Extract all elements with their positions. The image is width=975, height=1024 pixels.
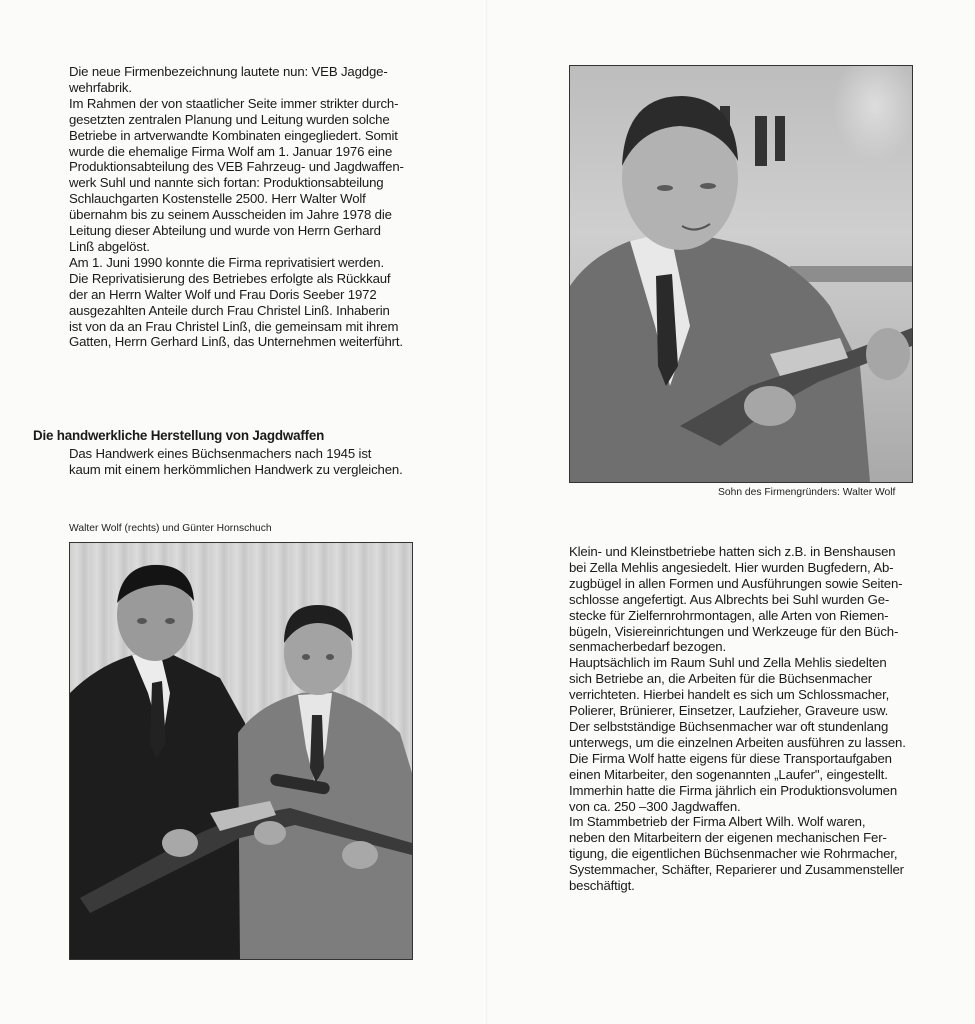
text-line: Linß abgelöst. <box>69 238 150 254</box>
text-line: schlosse angefertigt. Aus Albrechts bei Suhl wurden Ge- <box>569 591 890 607</box>
text-line: senmacherbedarf bezogen. <box>569 639 726 655</box>
text-line: wurde die ehemalige Firma Wolf am 1. Januar 1976 eine <box>69 143 393 159</box>
text-line: Produktionsabteilung des VEB Fahrzeug- und Jagdwaffen- <box>69 159 404 175</box>
text-line: neben den Mitarbeitern der eigenen mechanischen Fer- <box>569 830 887 846</box>
text-line: wehrfabrik. <box>69 79 132 95</box>
text-line: zugbügel in allen Formen und Ausführungen sowie Seiten- <box>569 575 903 591</box>
left-page <box>0 0 487 1024</box>
text-line: werk Suhl und nannte sich fortan: Produktionsabteilung <box>69 175 384 191</box>
text-line: Schlauchgarten Kostenstelle 2500. Herr Walter Wolf <box>69 191 366 207</box>
text-line: verrichteten. Hierbei handelt es sich um Schlossmacher, <box>569 687 890 703</box>
text-line: Systemmacher, Schäfter, Reparierer und Zusammensteller <box>569 862 904 878</box>
photo-illustration <box>570 66 912 482</box>
text-line: Im Rahmen der von staatlicher Seite immer strikter durch- <box>69 95 399 111</box>
left-paragraph-1 <box>69 64 419 350</box>
text-line: stecke für Zielfernrohrmontagen, alle Arten von Riemen- <box>569 607 889 623</box>
text-line: ist von da an Frau Christel Linß, die gemeinsam mit ihrem <box>69 318 399 334</box>
text-line: sich Betriebe an, die Arbeiten für die Büchsenmacher <box>569 671 873 687</box>
text-line: bei Zella Mehlis angesiedelt. Hier wurden Bugfedern, Ab- <box>569 559 894 575</box>
text-line: Der selbstständige Büchsenmacher war oft stundenlang <box>569 718 889 734</box>
text-line: Die neue Firmenbezeichnung lautete nun: VEB Jagdge- <box>69 64 388 79</box>
text-line: ausgezahlten Anteile durch Frau Christel Linß. Inhaberin <box>69 302 390 318</box>
text-line: der an Herrn Walter Wolf und Frau Doris Seeber 1972 <box>69 286 377 302</box>
text-line: einen Mitarbeiter, den sogenannten „Laufer", eingestellt. <box>569 766 888 782</box>
right-paragraph <box>569 544 929 894</box>
text-line: Gatten, Herrn Gerhard Linß, das Unternehmen weiterführt. <box>69 334 403 350</box>
section-heading: Die handwerkliche Herstellung von Jagdwaffen <box>33 428 325 443</box>
text-line: Die Reprivatisierung des Betriebes erfolgte als Rückkauf <box>69 270 391 286</box>
text-line: Am 1. Juni 1990 konnte die Firma reprivatisiert werden. <box>69 254 384 270</box>
text-line: Das Handwerk eines Büchsenmachers nach 1945 ist <box>69 446 372 461</box>
text-line: von ca. 250 –300 Jagdwaffen. <box>569 798 741 814</box>
text-line: gesetzten zentralen Planung und Leitung wurden solche <box>69 111 390 127</box>
right-page <box>487 0 975 1024</box>
text-line: bügeln, Visiereinrichtungen und Werkzeuge für den Büch- <box>569 623 899 639</box>
text-line: Im Stammbetrieb der Firma Albert Wilh. Wolf waren, <box>569 814 866 830</box>
text-line: kaum mit einem herkömmlichen Handwerk zu vergleichen. <box>69 461 403 477</box>
photo-two-men-with-rifle <box>69 542 413 960</box>
photo-walter-wolf-portrait <box>569 65 913 483</box>
photo-illustration <box>70 543 412 959</box>
photo-caption-right: Sohn des Firmengründers: Walter Wolf <box>718 487 896 498</box>
text-line: Hauptsächlich im Raum Suhl und Zella Mehlis siedelten <box>569 655 887 671</box>
text-line: Leitung dieser Abteilung und wurde von Herrn Gerhard <box>69 223 381 239</box>
text-line: tigung, die eigentlichen Büchsenmacher wie Rohrmacher, <box>569 846 898 862</box>
text-line: Polierer, Brünierer, Einsetzer, Laufzieher, Graveure usw. <box>569 703 889 719</box>
photo-caption-left: Walter Wolf (rechts) und Günter Hornschuch <box>69 523 272 534</box>
text-line: Immerhin hatte die Firma jährlich ein Produktionsvolumen <box>569 782 898 798</box>
text-line: Betriebe in artverwandte Kombinaten eingegliedert. Somit <box>69 127 398 143</box>
text-line: übernahm bis zu seinem Ausscheiden im Jahre 1978 die <box>69 207 392 223</box>
left-paragraph-2 <box>69 446 419 478</box>
text-line: unterwegs, um die einzelnen Arbeiten ausführen zu lassen. <box>569 734 906 750</box>
text-line: beschäftigt. <box>569 878 635 894</box>
text-line: Klein- und Kleinstbetriebe hatten sich z.B. in Benshausen <box>569 544 896 559</box>
text-line: Die Firma Wolf hatte eigens für diese Transportaufgaben <box>569 750 892 766</box>
